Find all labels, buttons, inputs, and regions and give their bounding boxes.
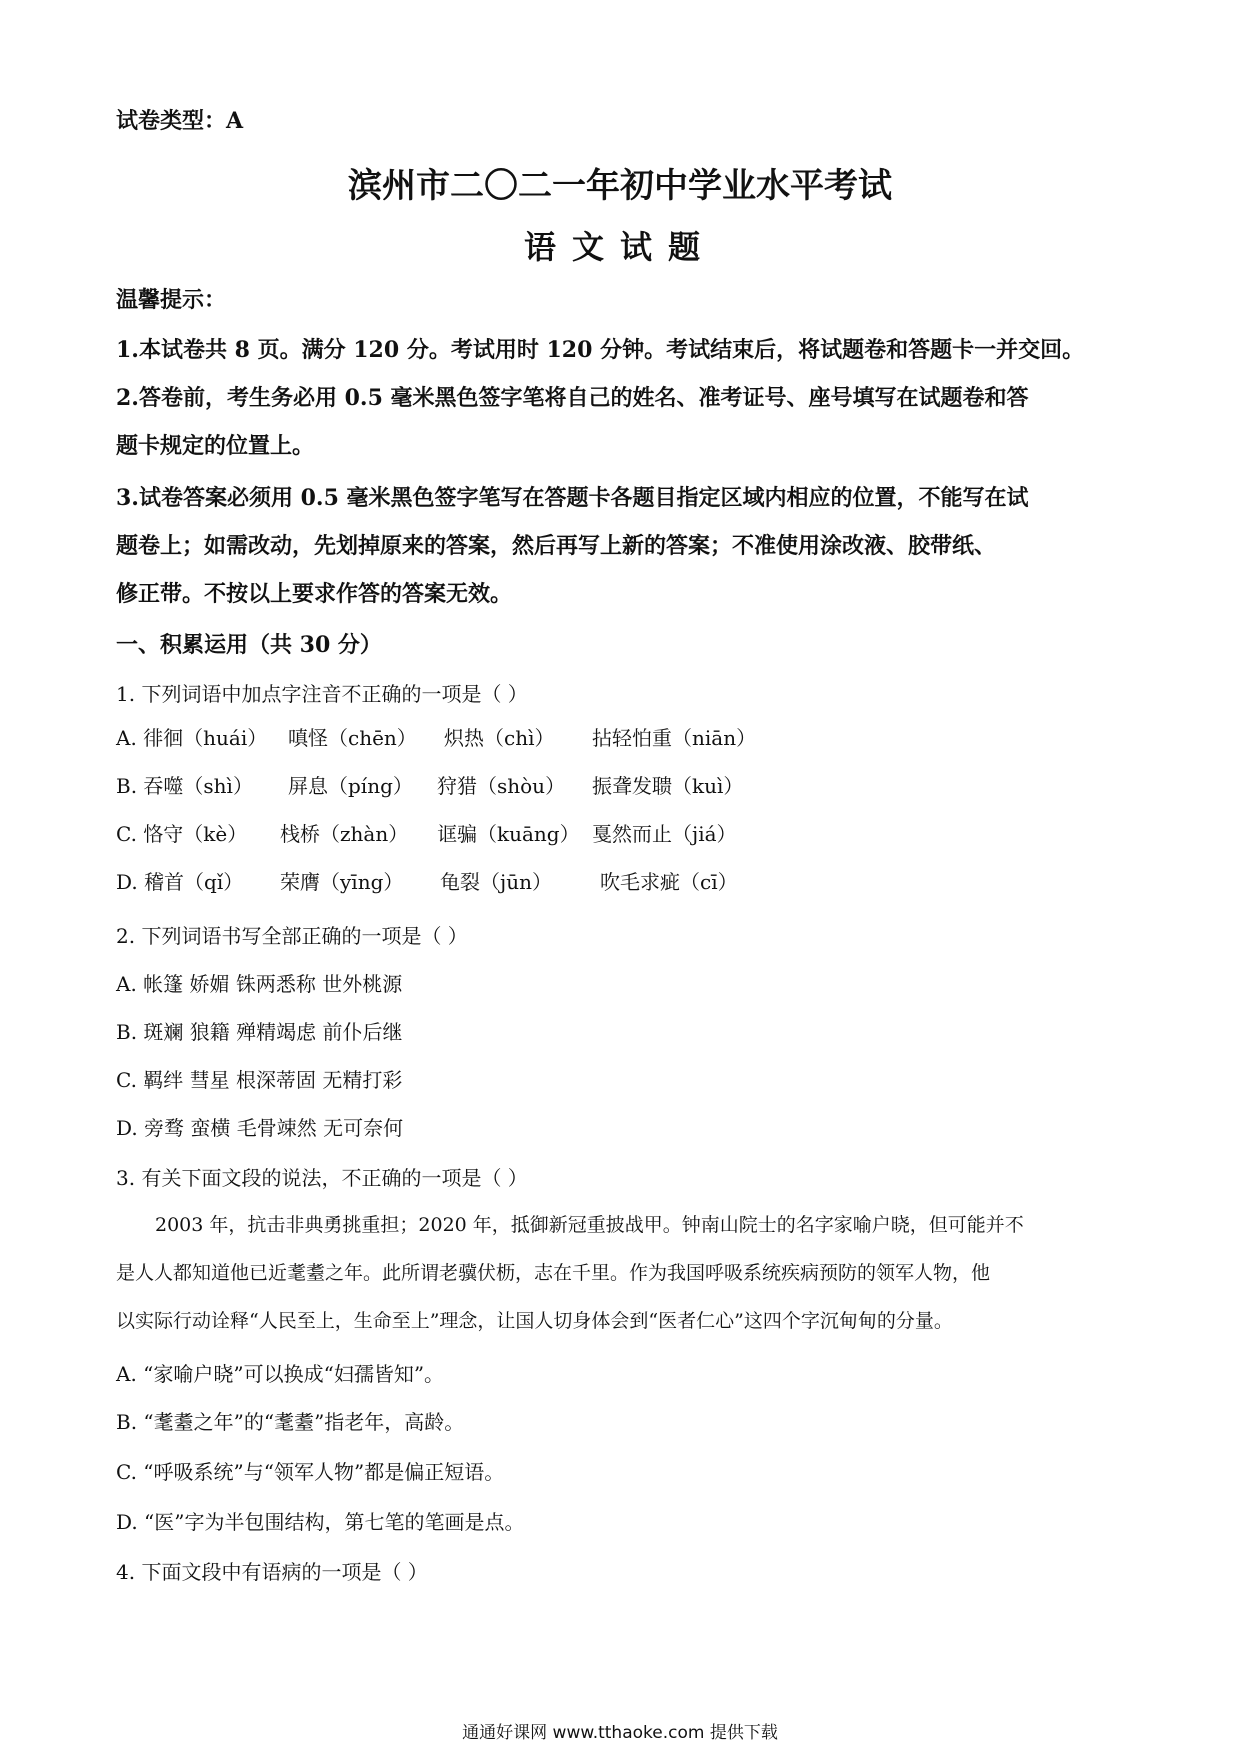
tip-line: 2.答卷前，考生务必用 0.5 毫米黑色签字笔将自己的姓名、准考证号、座号填写在试题卷和答 [116,385,1029,411]
option-c: C. “呼吸系统”与“领军人物”都是偏正短语。 [116,1460,505,1484]
option-a-item-4: 拈轻怕重（niān） [592,726,757,750]
question-stem: 4. 下面文段中有语病的一项是（ ） [116,1560,428,1584]
passage-line: 2003 年，抗击非典勇挑重担；2020 年，抵御新冠重披战甲。钟南山院士的名字家喻户晓，但可能并不 [155,1214,1024,1236]
option-a: A. “家喻户晓”可以换成“妇孺皆知”。 [116,1362,445,1386]
option-c-item-2: 栈桥（zhàn） [280,822,409,846]
tips-heading: 温馨提示： [116,287,227,313]
section-heading: 一、积累运用（共 30 分） [116,632,382,658]
option-c-item-3: 诓骗（kuāng） [437,822,580,846]
passage-line: 以实际行动诠释“人民至上，生命至上”理念，让国人切身体会到“医者仁心”这四个字沉甸甸的分量。 [116,1310,953,1332]
option-d: D. 旁骛 蛮横 毛骨竦然 无可奈何 [116,1116,404,1140]
tip-line: 1.本试卷共 8 页。满分 120 分。考试用时 120 分钟。考试结束后，将试题卷和答题卡一并交回。 [116,337,1085,363]
option-a-item-1: A. 徘徊（huái） [116,726,268,750]
exam-title: 滨州市二〇二一年初中学业水平考试 [348,166,892,206]
option-b-item-4: 振聋发聩（kuì） [592,774,744,798]
option-c-item-1: C. 恪守（kè） [116,822,248,846]
option-b-item-3: 狩猎（shòu） [437,774,566,798]
paper-type: 试卷类型：A [116,108,244,134]
option-b-item-2: 屏息（píng） [288,774,413,798]
option-a-item-2: 嗔怪（chēn） [288,726,417,750]
option-d-item-3: 龟裂（jūn） [440,870,552,894]
tip-line: 题卷上；如需改动，先划掉原来的答案，然后再写上新的答案；不准使用涂改液、胶带纸、 [116,533,997,559]
question-stem: 2. 下列词语书写全部正确的一项是（ ） [116,924,468,948]
option-c: C. 羁绊 彗星 根深蒂固 无精打彩 [116,1068,403,1092]
passage-line: 是人人都知道他已近耄耋之年。此所谓老骥伏枥，志在千里。作为我国呼吸系统疾病预防的领军人物，他 [116,1262,991,1284]
option-a: A. 帐篷 娇媚 铢两悉称 世外桃源 [116,972,403,996]
question-stem: 1. 下列词语中加点字注音不正确的一项是（ ） [116,682,528,706]
tip-line: 3.试卷答案必须用 0.5 毫米黑色签字笔写在答题卡各题目指定区域内相应的位置，不能写在试 [116,485,1029,511]
tip-line: 修正带。不按以上要求作答的答案无效。 [116,581,513,607]
option-c-item-4: 戛然而止（jiá） [592,822,737,846]
footer-note: 通通好课网 www.tthaoke.com 提供下载 [462,1723,778,1743]
option-d-item-1: D. 稽首（qǐ） [116,870,244,894]
option-b: B. 斑斓 狼籍 殚精竭虑 前仆后继 [116,1020,403,1044]
option-a-item-3: 炽热（chì） [444,726,555,750]
option-b-item-1: B. 吞噬（shì） [116,774,253,798]
option-d: D. “医”字为半包围结构，第七笔的笔画是点。 [116,1510,525,1534]
tip-line: 题卡规定的位置上。 [116,433,315,459]
exam-subtitle: 语文试题 [523,228,716,266]
option-d-item-2: 荣膺（yīng） [280,870,404,894]
question-stem: 3. 有关下面文段的说法，不正确的一项是（ ） [116,1166,528,1190]
option-d-item-4: 吹毛求疵（cī） [600,870,738,894]
option-b: B. “耄耋之年”的“耄耋”指老年，高龄。 [116,1410,465,1434]
